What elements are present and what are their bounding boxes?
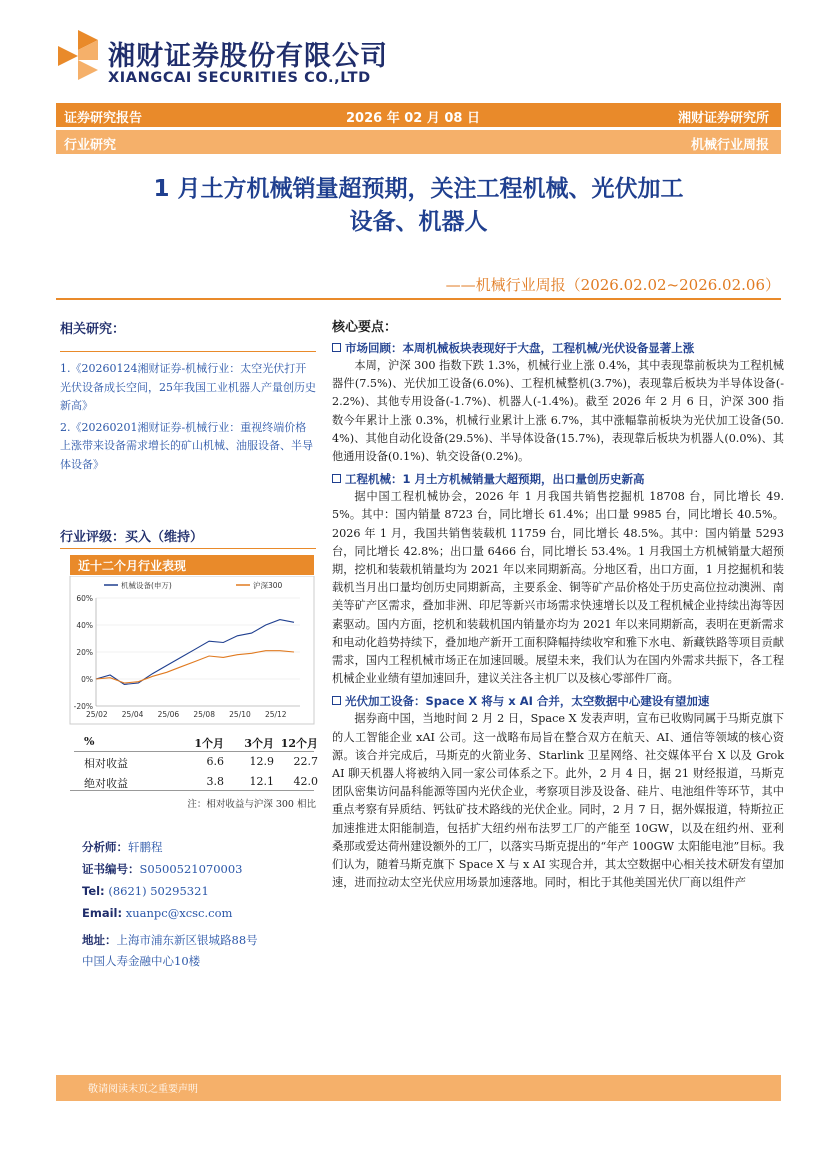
related-research-item[interactable]: 1.《20260124湘财证券-机械行业：太空光伏打开光伏设备成长空间，25年我国工业机器人产量创历史新高》	[60, 362, 316, 412]
research-category: 行业研究	[64, 138, 117, 153]
address-label: 地址：	[82, 933, 117, 947]
section-body-construction-machinery: 据中国工程机械协会，2026 年 1 月我国共销售挖掘机 18708 台，同比增长 49.5%。其中：国内销量 8723 台，同比增长 61.4%；出口量 9985 台，同比增长 40.5%。2026 年 1 月，我国共销售装载机 11759 台，同比增长 48.5%。其中：国内销量 5293 台，同比增长 42.8%；出口量 6466 台，同比增长 53.4%。1 月我国土方机械销量大超预期，挖机和装载机销量均为 2021 年以来同期新高。分地区看，出口方面，1 月挖掘机和装载机当月出口量均创历史同期新高，主要系金、铜等矿产品价格处于历史高位拉动澳洲、南美等矿产区需求，叠加非洲、印尼等新兴市场需求快速增长以及工程机械企业持续出海等因素驱动。国内方面，挖机和装载机国内销量亦均为 2021 年以来同期新高，表明在更新需求和电动化趋势持续下，叠加地产新开工面积降幅持续收窄和雅下水电、新藏铁路等项目贡献需求，国内工程机械市场正在加速回暖。展望未来，我们认为在国内外需求共振下，各工程机械企业业绩有望加速回升，建议关注各主机厂以及核心零部件厂商。	[332, 490, 784, 686]
address-line-2: 中国人寿金融中心10楼	[82, 954, 201, 968]
table-cell: 3.8	[206, 775, 224, 788]
section-heading-construction-machinery: 工程机械：1 月土方机械销量大超预期，出口量创历史新高	[332, 470, 784, 488]
checkbox-bullet-icon	[332, 474, 341, 483]
report-series: 机械行业周报	[690, 138, 769, 153]
table-row	[74, 772, 318, 792]
cert-label: 证书编号：	[82, 862, 140, 876]
sidebar-divider	[60, 351, 316, 352]
y-tick-label: 60%	[76, 594, 93, 603]
table-cell: 12.1	[249, 775, 274, 788]
company-name-en: XIANGCAI SECURITIES CO.,LTD	[108, 70, 371, 86]
title-divider	[56, 298, 781, 300]
related-research-heading: 相关研究：	[60, 322, 126, 337]
cert-number: S0500521070003	[139, 862, 243, 876]
legend-label: 沪深300	[253, 581, 283, 590]
performance-note: 注：相对收益与沪深 300 相比	[187, 799, 316, 810]
company-logo-icon	[58, 30, 98, 86]
related-research-item[interactable]: 2.《20260201湘财证券-机械行业：重视终端价格上涨带来设备需求增长的矿山机械、油服设备、半导体设备》	[60, 420, 313, 471]
top-info-band	[56, 103, 781, 127]
x-tick-label: 25/02	[86, 710, 108, 719]
analyst-name: 轩鹏程	[128, 840, 163, 854]
performance-chart-title: 近十二个月行业表现	[70, 555, 314, 575]
address-line-1: 上海市浦东新区银城路88号	[116, 933, 258, 947]
x-tick-label: 25/04	[121, 710, 144, 719]
table-header-cell: 12个月	[280, 737, 318, 750]
performance-table	[74, 732, 318, 792]
second-info-band	[56, 130, 781, 154]
analyst-info	[82, 836, 243, 924]
x-tick-label: 25/12	[264, 710, 287, 719]
table-cell: 12.9	[249, 755, 274, 768]
table-row	[74, 752, 318, 772]
footer-disclaimer: 敬请阅读末页之重要声明	[88, 1084, 198, 1095]
tel-label: Tel:	[82, 884, 105, 898]
report-type: 证券研究报告	[64, 111, 143, 126]
x-tick-label: 25/10	[229, 710, 251, 719]
email-label: Email:	[82, 906, 123, 920]
tel-number: (8621) 50295321	[108, 884, 209, 898]
address-info	[82, 930, 258, 972]
table-cell: 相对收益	[84, 757, 128, 770]
table-bottom-rule	[70, 790, 314, 791]
section-heading-pv-equipment: 光伏加工设备：Space X 将与 x AI 合并，太空数据中心建设有望加速	[332, 692, 784, 710]
table-cell: 6.6	[206, 755, 224, 768]
section-heading-market-review: 市场回顾：本周机械板块表现好于大盘，工程机械/光伏设备显著上涨	[332, 339, 784, 357]
x-tick-label: 25/08	[193, 710, 215, 719]
y-tick-label: 20%	[76, 648, 93, 657]
table-cell: 绝对收益	[84, 777, 128, 790]
section-body-market-review: 本周，沪深 300 指数下跌 1.3%，机械行业上涨 0.4%，其中表现靠前板块为工程机械器件(7.5%)、光伏加工设备(6.0%)、工程机械整机(3.7%)，表现靠后板块为半导体设备(-2.2%)、其他专用设备(-1.7%)、机器人(-1.4%)。截至 2026 年 2 月 6 日，沪深 300 指数今年累计上涨 0.3%，机械行业累计上涨 6.7%，其中涨幅靠前板块为光伏加工设备(50.4%)、其他自动化设备(29.5%)、半导体设备(15.7%)，表现靠后板块为机器人(0.0%)、其他通用设备(0.1%)、轨交设备(0.2%)。	[332, 359, 784, 464]
report-date: 2026 年 02 月 08 日	[346, 111, 480, 126]
table-header-cell: 3个月	[244, 737, 274, 750]
table-cell: 42.0	[293, 775, 318, 788]
section-body-pv-equipment: 据券商中国，当地时间 2 月 2 日，Space X 发表声明，宣布已收购同属于马斯克旗下的人工智能企业 xAI 公司。这一战略布局旨在整合双方在航天、AI、通信等领域的核心资源。该合并完成后，马斯克的火箭业务、Starlink 卫星网络、社交媒体平台 X 以及 Grok AI 聊天机器人将被纳入同一家公司体系之下。此外，2 月 4 日，据 21 财经报道，马斯克团队密集访问晶科能源等国内光伏企业，考察项目涉及设备、硅片、电池组件等环节，其中重点考察有异质结、钙钛矿技术路线的光伏企业。同时，2 月 7 日，据外媒报道，特斯拉正加速推进太阳能制造，包括扩大纽约州布法罗工厂的产能至 10GW，以及在纽约州、亚利桑那或爱达荷州建设额外的工厂，以落实马斯克提出的“年产 100GW 太阳能电池”目标。我们认为，随着马斯克旗下 Space X 与 x AI 实现合并，其太空数据中心相关技术研发有望加速，进而拉动太空光伏应用场景加速落地。同时，相比于其他美国光伏厂商以组件产	[332, 712, 784, 890]
table-header-cell: %	[84, 735, 95, 748]
y-tick-label: 40%	[76, 621, 93, 630]
related-research-list	[60, 360, 316, 474]
performance-line-chart	[60, 576, 316, 726]
table-cell: 22.7	[293, 755, 318, 768]
title-line-1: 1 月土方机械销量超预期，关注工程机械、光伏加工	[153, 176, 684, 202]
report-subtitle: ——机械行业周报（2026.02.02~2026.02.06）	[445, 276, 780, 294]
title-line-2: 设备、机器人	[349, 209, 488, 235]
email-address[interactable]: xuanpc@xcsc.com	[125, 906, 233, 920]
sidebar	[60, 318, 318, 968]
table-header-cell: 1个月	[194, 737, 224, 750]
performance-table-header	[74, 732, 318, 752]
company-name-cn: 湘财证券股份有限公司	[108, 41, 388, 72]
report-title	[56, 173, 781, 239]
series-line	[96, 651, 294, 683]
industry-rating: 行业评级：买入（维持）	[60, 530, 204, 545]
institute-name: 湘财证券研究所	[677, 111, 769, 126]
x-tick-label: 25/06	[157, 710, 180, 719]
rating-divider	[60, 548, 316, 549]
analyst-label: 分析师：	[82, 840, 128, 854]
main-content	[332, 316, 784, 892]
legend-label: 机械设备(申万)	[121, 581, 172, 590]
checkbox-bullet-icon	[332, 696, 341, 705]
report-header	[0, 0, 826, 100]
checkbox-bullet-icon	[332, 343, 341, 352]
y-tick-label: 0%	[81, 675, 93, 684]
y-tick-label: -20%	[73, 702, 93, 711]
key-points-heading: 核心要点：	[332, 320, 398, 335]
